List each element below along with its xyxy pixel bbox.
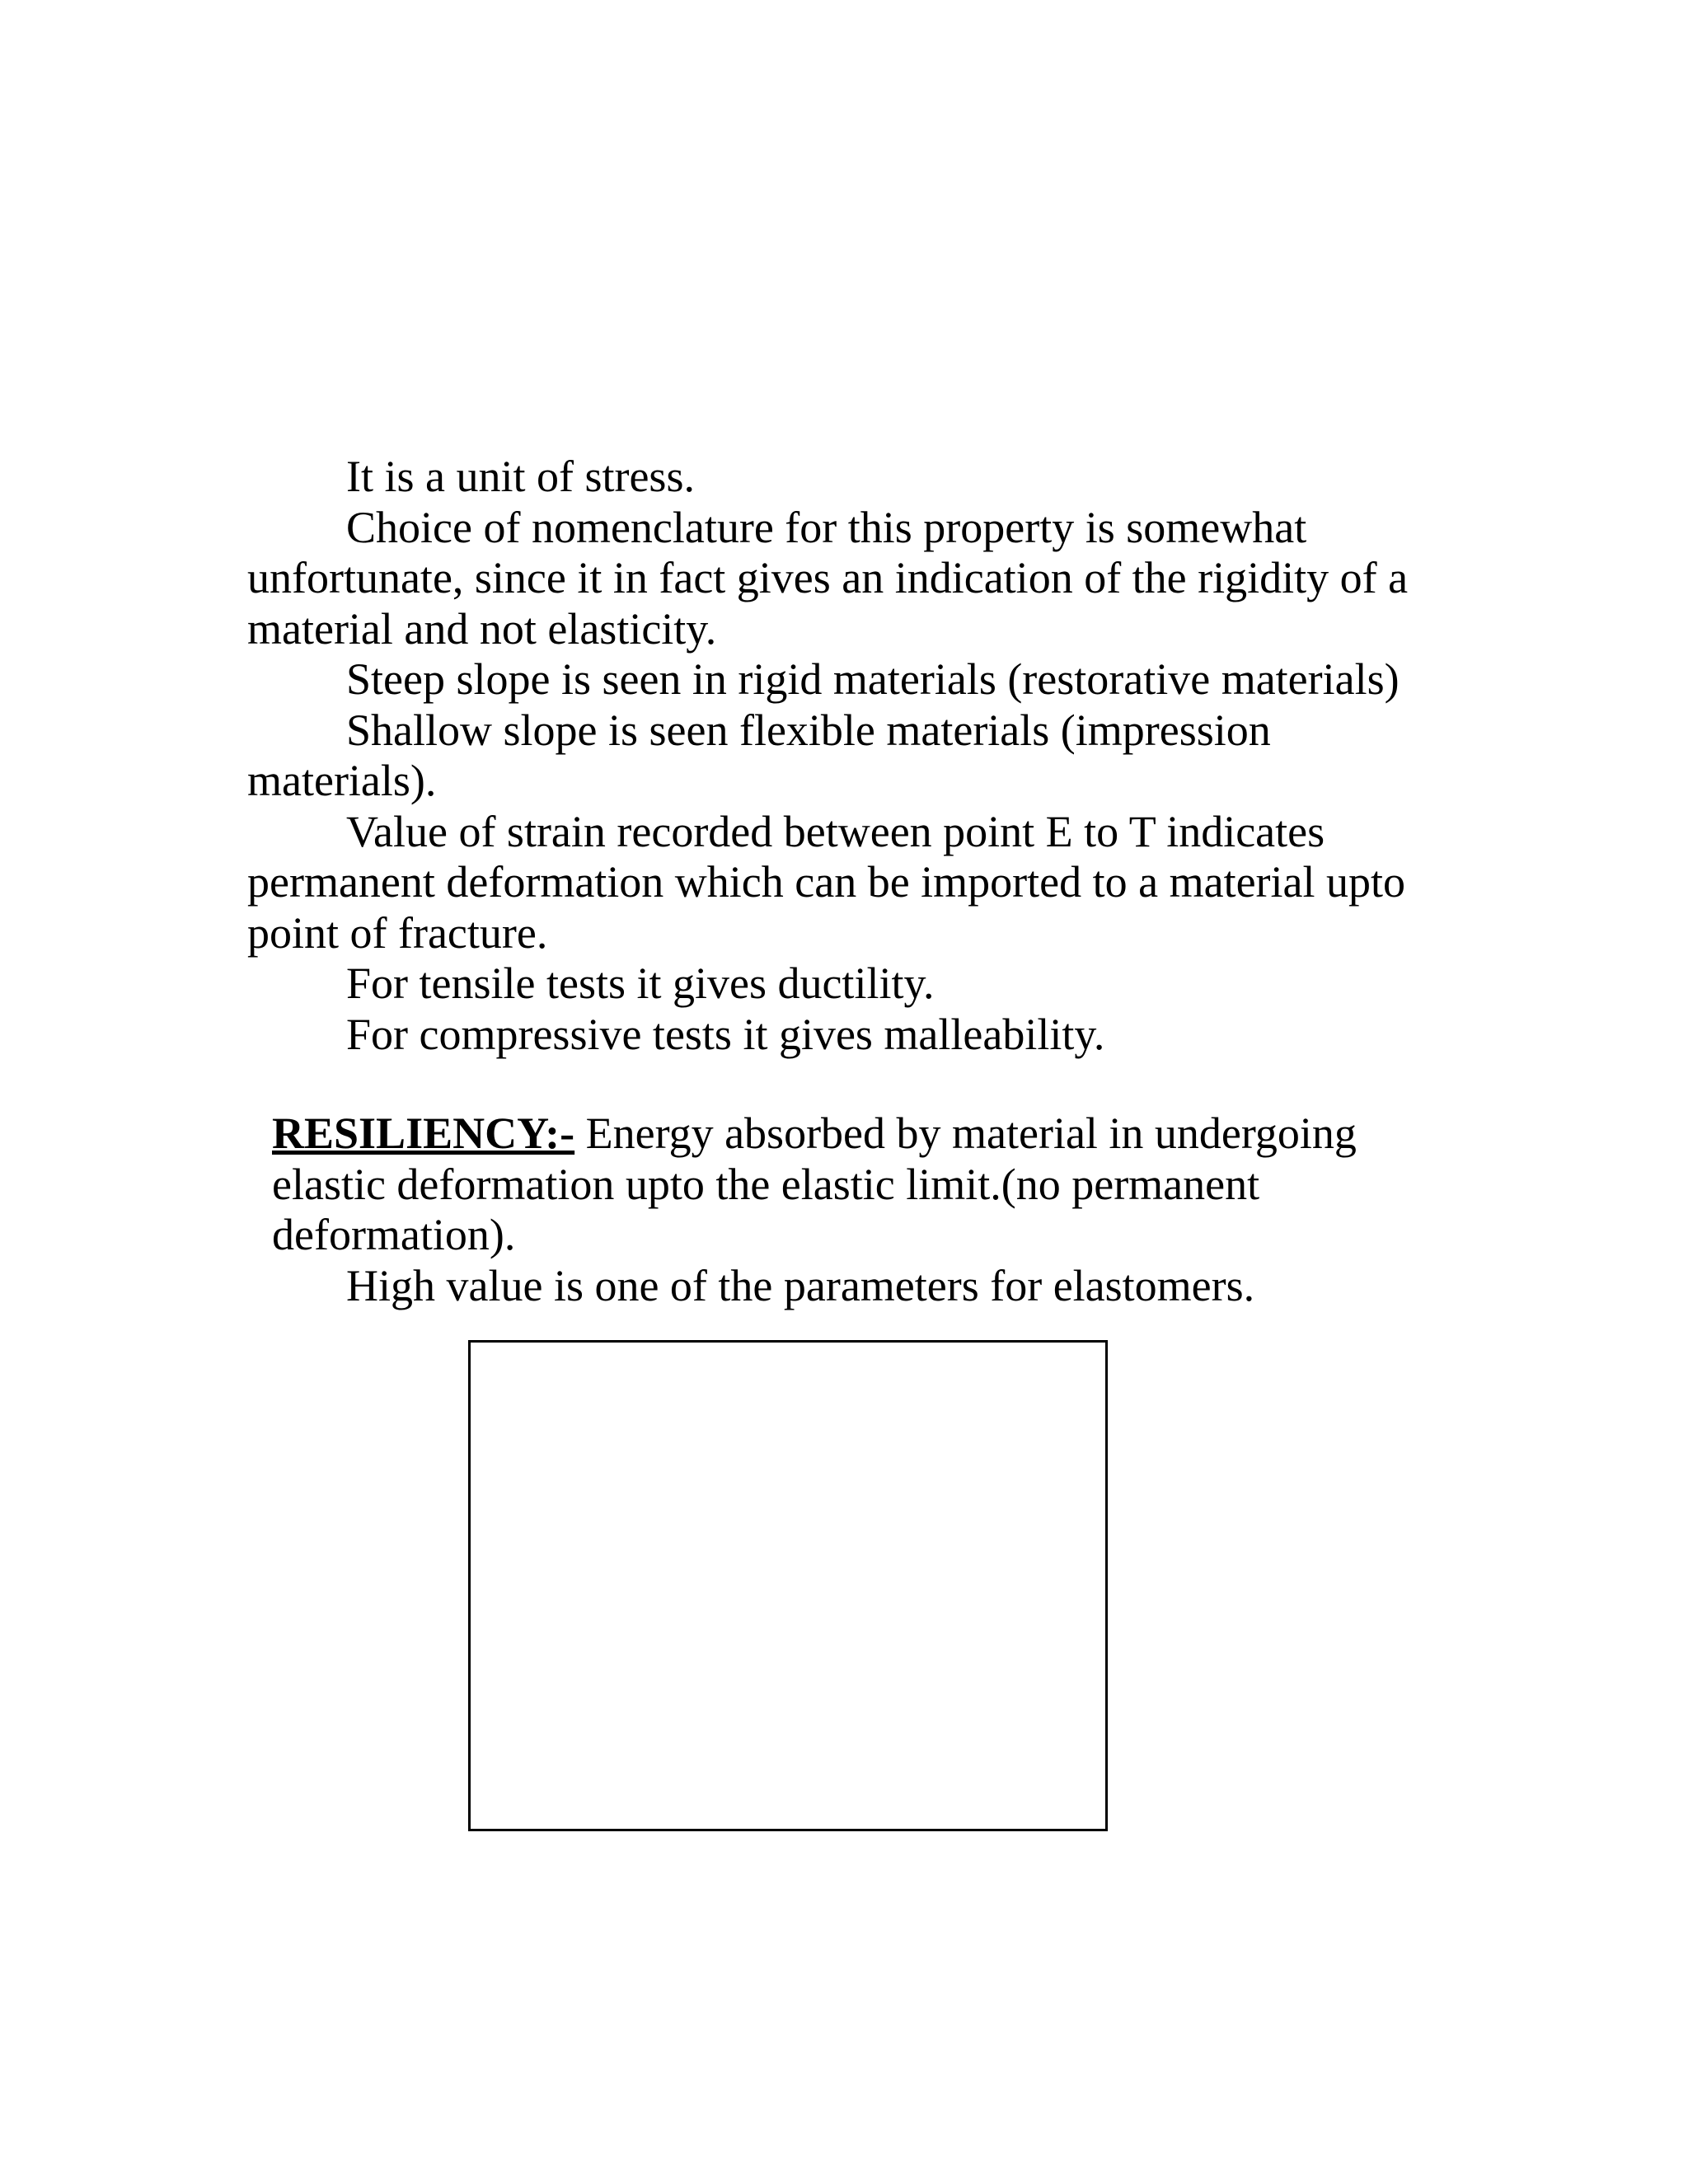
modulus-notes <box>247 452 1418 1060</box>
paragraph: It is a unit of stress. <box>346 452 695 501</box>
paragraph: For tensile tests it gives ductility. <box>346 958 935 1008</box>
resiliency-section <box>272 1108 1426 1311</box>
resiliency-definition-text: Energy absorbed by material in undergoing elastic deformation upto the elastic limit.(no permanent deformation). <box>272 1108 1357 1259</box>
paragraph: Value of strain recorded between point E to T indicates permanent deformation which can be imported to a material upto point of fracture. <box>247 806 1406 958</box>
figure-placeholder-box <box>468 1340 1108 1831</box>
paragraph: Choice of nomenclature for this property is somewhat unfortunate, since it in fact gives an indication of the rigidity of a material and not elasticity. <box>247 502 1409 654</box>
resiliency-term: RESILIENCY:- <box>272 1108 575 1158</box>
resiliency-note: High value is one of the parameters for elastomers. <box>346 1260 1255 1310</box>
resiliency-definition <box>272 1108 1426 1261</box>
paragraph: Steep slope is seen in rigid materials (restorative materials) <box>346 654 1400 704</box>
paragraph: Shallow slope is seen flexible materials (impression materials). <box>247 705 1271 805</box>
paragraph: For compressive tests it gives malleability. <box>346 1009 1105 1059</box>
